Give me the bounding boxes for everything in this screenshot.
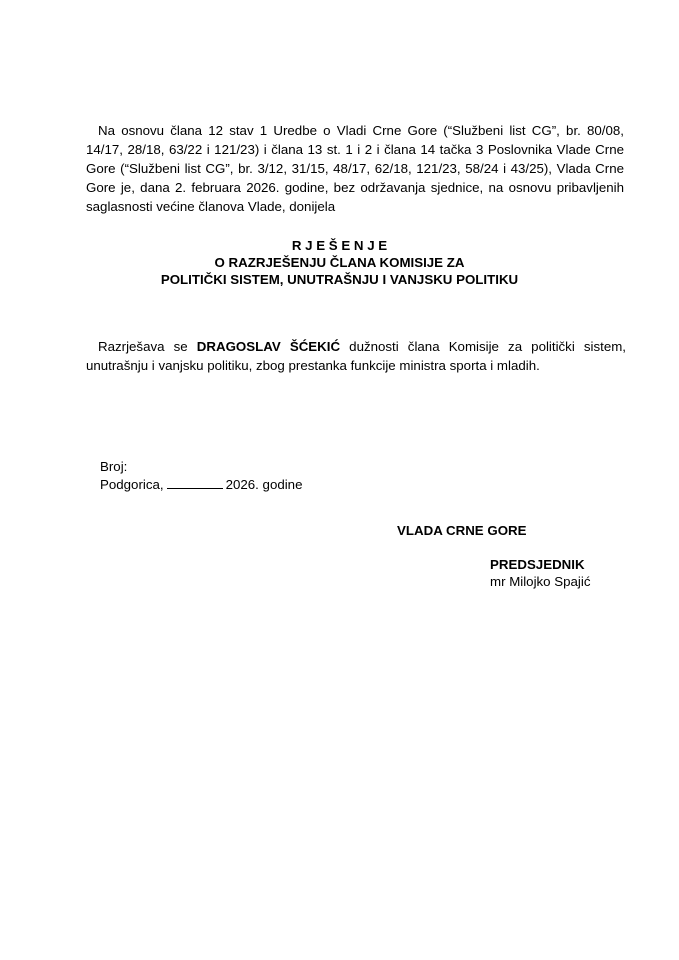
broj-label: Broj: (100, 459, 128, 474)
signatory-role: PREDSJEDNIK (490, 557, 585, 572)
decision-suffix: dužnosti člana Komisije za politički sistem, unutrašnju i vanjsku politiku, zbog prestanka funkcije ministra sporta i mladih. (86, 339, 626, 373)
decision-title (0, 237, 679, 288)
place-name: Podgorica, (100, 477, 164, 492)
place-date-suffix: 2026. godine (225, 477, 303, 492)
title-line-1: R J E Š E N J E (291, 238, 388, 253)
title-line-3: POLITIČKI SISTEM, UNUTRAŠNJU I VANJSKU POLITIKU (160, 272, 519, 287)
title-line-2: O RAZRJEŠENJU ČLANA KOMISIJE ZA (214, 255, 465, 270)
government-name: VLADA CRNE GORE (397, 523, 527, 538)
decision-prefix: Razrješava se (98, 339, 197, 354)
place-date-line (100, 476, 302, 494)
decision-person-name: DRAGOSLAV ŠĆEKIĆ (196, 339, 341, 354)
intro-paragraph: Na osnovu člana 12 stav 1 Uredbe o Vladi Crne Gore (“Službeni list CG”, br. 80/08, 14/17, 28/18, 63/22 i 121/23) i člana 13 st. 1 i 2 i člana 14 tačka 3 Poslovnika Vlade Crne Gore (“Službeni list CG”, br. 3/12, 31/15, 48/17, 62/18, 121/23, 58/24 i 43/25), Vlada Crne Gore je, dana 2. februara 2026. godine, bez održavanja sjednice, na osnovu pribavljenih saglasnosti većine članova Vlade, donijela (86, 123, 624, 214)
date-blank-line (167, 476, 223, 489)
signatory-name: mr Milojko Spajić (490, 574, 591, 589)
decision-paragraph (86, 337, 626, 375)
